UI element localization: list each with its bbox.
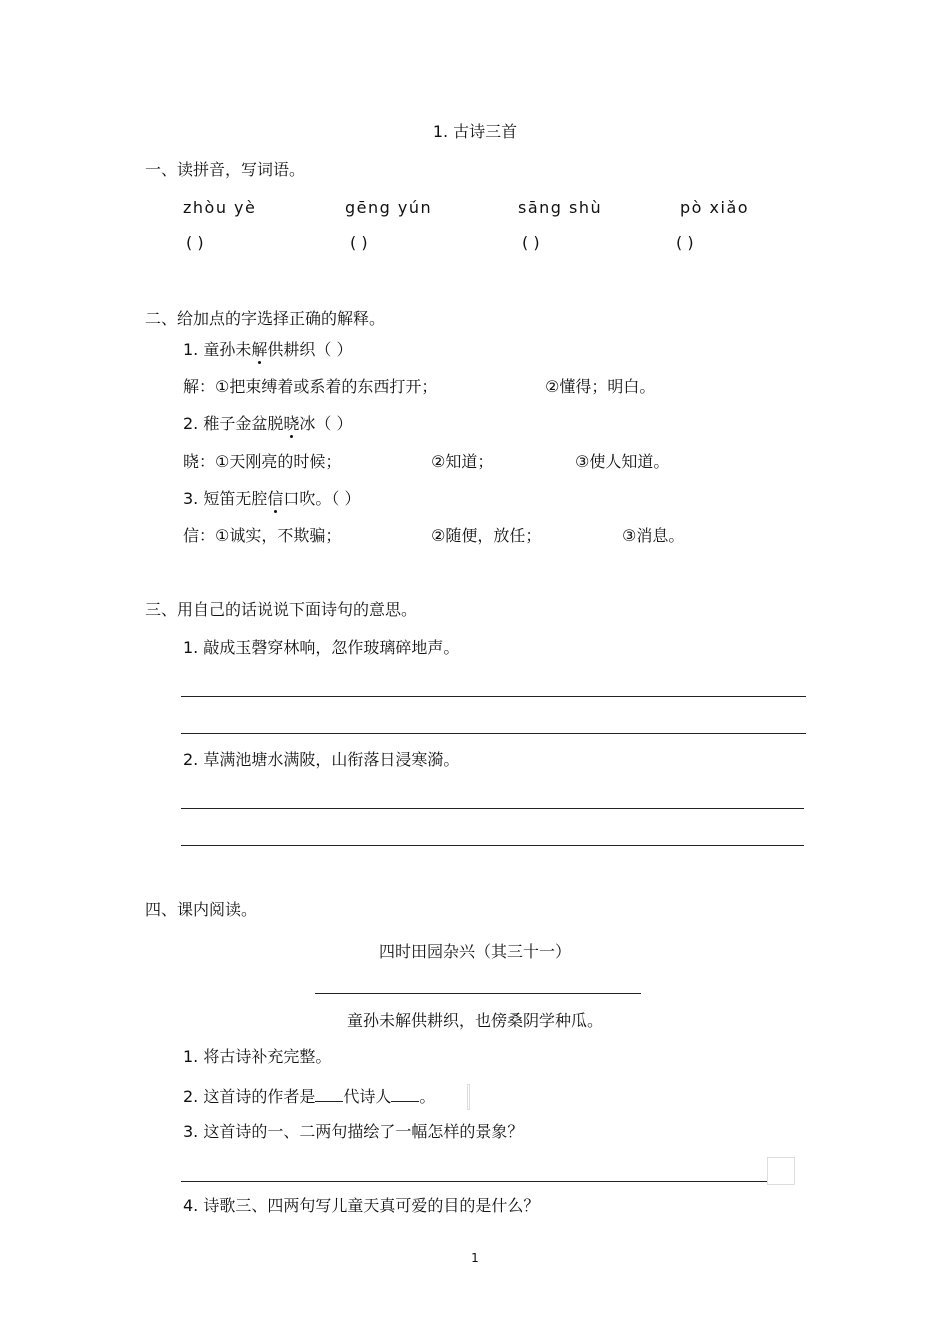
question-2-3: 3. 短笛无腔信口吹。（ ） <box>183 489 361 508</box>
option-2-3-b: ②随便，放任； <box>431 526 542 545</box>
page-number: 1 <box>471 1251 479 1265</box>
answer-box-2[interactable]: ( ) <box>350 233 368 252</box>
page-title: 1. 古诗三首 <box>432 122 518 141</box>
dotted-char: 信 <box>267 489 284 508</box>
question-4-3: 3. 这首诗的一、二两句描绘了一幅怎样的景象？ <box>183 1122 524 1141</box>
pinyin-2: gēng yún <box>345 198 433 217</box>
option-2-2-c: ③使人知道。 <box>575 452 670 471</box>
question-4-2: 2. 这首诗的作者是 代诗人 。 <box>183 1087 436 1106</box>
poem-line: 童孙未解供耕织，也傍桑阴学种瓜。 <box>346 1011 603 1030</box>
answer-line[interactable] <box>181 1181 767 1182</box>
option-2-2-b: ②知道； <box>431 452 494 471</box>
section-1-heading: 一、读拼音，写词语。 <box>145 160 306 179</box>
dynasty-blank[interactable] <box>315 1087 343 1102</box>
question-3-2: 2. 草满池塘水满陂，山衔落日浸寒漪。 <box>183 750 460 769</box>
poet-blank[interactable] <box>391 1087 419 1102</box>
poem-blank-line[interactable] <box>315 993 641 994</box>
box-edge <box>467 1084 470 1110</box>
section-4-heading: 四、课内阅读。 <box>145 900 258 919</box>
section-3-heading: 三、用自己的话说说下面诗句的意思。 <box>145 600 418 619</box>
pinyin-1: zhòu yè <box>183 198 257 217</box>
option-2-3-a: 信：①诚实，不欺骗； <box>183 526 342 545</box>
question-2-2: 2. 稚子金盆脱晓冰（ ） <box>183 414 353 433</box>
answer-box-3[interactable]: ( ) <box>522 233 540 252</box>
question-2-1: 1. 童孙未解供耕织（ ） <box>183 340 353 359</box>
answer-box-1[interactable]: ( ) <box>186 233 204 252</box>
section-2-heading: 二、给加点的字选择正确的解释。 <box>145 309 386 328</box>
option-2-3-c: ③消息。 <box>622 526 685 545</box>
option-2-1-b: ②懂得；明白。 <box>545 377 656 396</box>
question-3-1: 1. 敲成玉磬穿林响，忽作玻璃碎地声。 <box>183 638 460 657</box>
pinyin-3: sāng shù <box>518 198 603 217</box>
pinyin-4: pò xiǎo <box>680 198 750 217</box>
answer-line[interactable] <box>181 808 804 809</box>
dotted-char: 解 <box>251 340 268 359</box>
answer-line[interactable] <box>181 696 806 697</box>
box-edge <box>767 1157 795 1185</box>
poem-title: 四时田园杂兴（其三十一） <box>378 942 571 961</box>
option-2-2-a: 晓：①天刚亮的时候； <box>183 452 342 471</box>
option-2-1-a: 解：①把束缚着或系着的东西打开； <box>183 377 438 396</box>
answer-line[interactable] <box>181 845 804 846</box>
dotted-char: 晓 <box>283 414 300 433</box>
answer-line[interactable] <box>181 733 806 734</box>
question-4-1: 1. 将古诗补充完整。 <box>183 1047 332 1066</box>
answer-box-4[interactable]: ( ) <box>676 233 694 252</box>
question-4-4: 4. 诗歌三、四两句写儿童天真可爱的目的是什么？ <box>183 1196 540 1215</box>
